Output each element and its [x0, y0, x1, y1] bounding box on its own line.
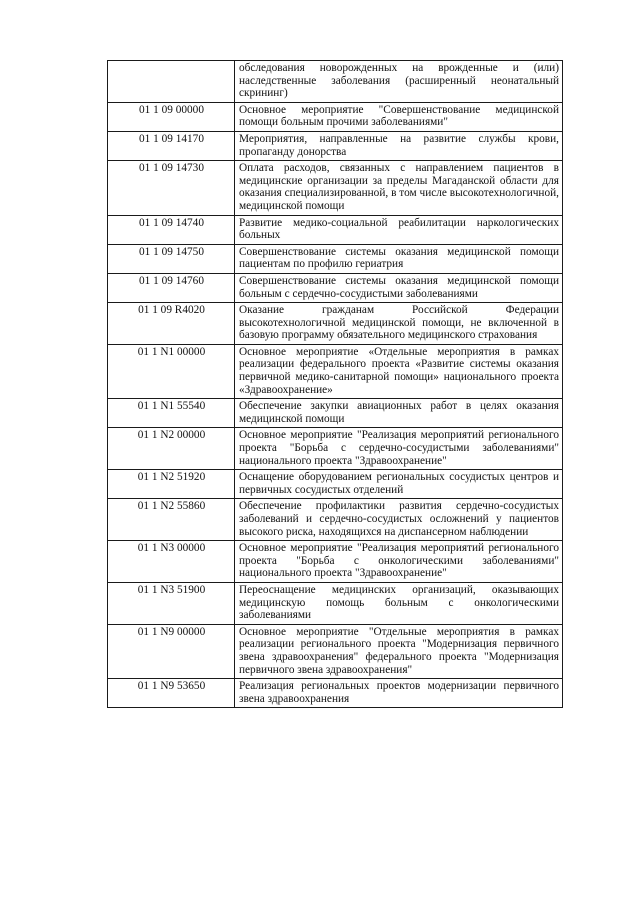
description-cell: Реализация региональных проектов модернизации первичного звена здравоохранения — [235, 679, 563, 708]
table-row — [108, 541, 563, 583]
classification-code-cell — [108, 61, 235, 103]
description-cell: Развитие медико-социальной реабилитации наркологических больных — [235, 215, 563, 244]
classification-code-cell: 01 1 N9 00000 — [108, 624, 235, 678]
description-cell: Основное мероприятие "Совершенствование медицинской помощи больным прочими заболеваниями" — [235, 102, 563, 131]
classification-code-cell: 01 1 N1 00000 — [108, 344, 235, 398]
table-row — [108, 344, 563, 398]
classification-code-cell: 01 1 N9 53650 — [108, 679, 235, 708]
table-row — [108, 303, 563, 345]
classification-code-cell: 01 1 09 14760 — [108, 273, 235, 302]
table-row — [108, 499, 563, 541]
classification-code-cell: 01 1 09 00000 — [108, 102, 235, 131]
table-row — [108, 61, 563, 103]
classification-code-cell: 01 1 N3 51900 — [108, 582, 235, 624]
classification-code-cell: 01 1 09 14740 — [108, 215, 235, 244]
classification-code-cell: 01 1 09 14170 — [108, 131, 235, 160]
classification-code-cell: 01 1 N1 55540 — [108, 399, 235, 428]
description-cell: обследования новорожденных на врожденные и (или) наследственные заболевания (расширенный неонатальный скрининг) — [235, 61, 563, 103]
description-cell: Основное мероприятие "Реализация мероприятий регионального проекта "Борьба с онкологическими заболеваниями" национального проекта "Здравоохранение" — [235, 541, 563, 583]
table-row — [108, 679, 563, 708]
table-body — [108, 61, 563, 708]
classification-code-cell: 01 1 N2 55860 — [108, 499, 235, 541]
table-row — [108, 470, 563, 499]
description-cell: Основное мероприятие «Отдельные мероприятия в рамках реализации федерального проекта «Развитие системы оказания первичной медико-санитарной помощи» национального проекта «Здравоохранение» — [235, 344, 563, 398]
table-row — [108, 273, 563, 302]
table-row — [108, 102, 563, 131]
description-cell: Совершенствование системы оказания медицинской помощи пациентам по профилю гериатрия — [235, 244, 563, 273]
description-cell: Мероприятия, направленные на развитие службы крови, пропаганду донорства — [235, 131, 563, 160]
table-row — [108, 582, 563, 624]
table-row — [108, 244, 563, 273]
classification-code-cell: 01 1 09 R4020 — [108, 303, 235, 345]
description-cell: Оказание гражданам Российской Федерации высокотехнологичной медицинской помощи, не включенной в базовую программу обязательного медицинского страхования — [235, 303, 563, 345]
classification-code-cell: 01 1 N2 51920 — [108, 470, 235, 499]
classification-code-cell: 01 1 09 14750 — [108, 244, 235, 273]
classification-code-cell: 01 1 09 14730 — [108, 161, 235, 215]
description-cell: Обеспечение профилактики развития сердечно-сосудистых заболеваний и сердечно-сосудистых осложнений у пациентов высокого риска, находящихся на диспансерном наблюдении — [235, 499, 563, 541]
description-cell: Обеспечение закупки авиационных работ в целях оказания медицинской помощи — [235, 399, 563, 428]
table-row — [108, 399, 563, 428]
description-cell: Оснащение оборудованием региональных сосудистых центров и первичных сосудистых отделений — [235, 470, 563, 499]
table-row — [108, 215, 563, 244]
budget-classification-table — [107, 60, 563, 708]
table-row — [108, 131, 563, 160]
description-cell: Основное мероприятие "Реализация мероприятий регионального проекта "Борьба с сердечно-сосудистыми заболеваниями" национального проекта "Здравоохранение" — [235, 428, 563, 470]
description-cell: Переоснащение медицинских организаций, оказывающих медицинскую помощь больным с онкологическими заболеваниями — [235, 582, 563, 624]
description-cell: Совершенствование системы оказания медицинской помощи больным с сердечно-сосудистыми заболеваниями — [235, 273, 563, 302]
table-row — [108, 428, 563, 470]
classification-code-cell: 01 1 N2 00000 — [108, 428, 235, 470]
table-row — [108, 624, 563, 678]
description-cell: Основное мероприятие "Отдельные мероприятия в рамках реализации регионального проекта "Модернизация первичного звена здравоохранения" федерального проекта "Модернизация первичного звена здравоохранения" — [235, 624, 563, 678]
classification-code-cell: 01 1 N3 00000 — [108, 541, 235, 583]
table-row — [108, 161, 563, 215]
description-cell: Оплата расходов, связанных с направлением пациентов в медицинские организации за пределы Магаданской области для оказания специализированной, в том числе высокотехнологичной, медицинской помощи — [235, 161, 563, 215]
